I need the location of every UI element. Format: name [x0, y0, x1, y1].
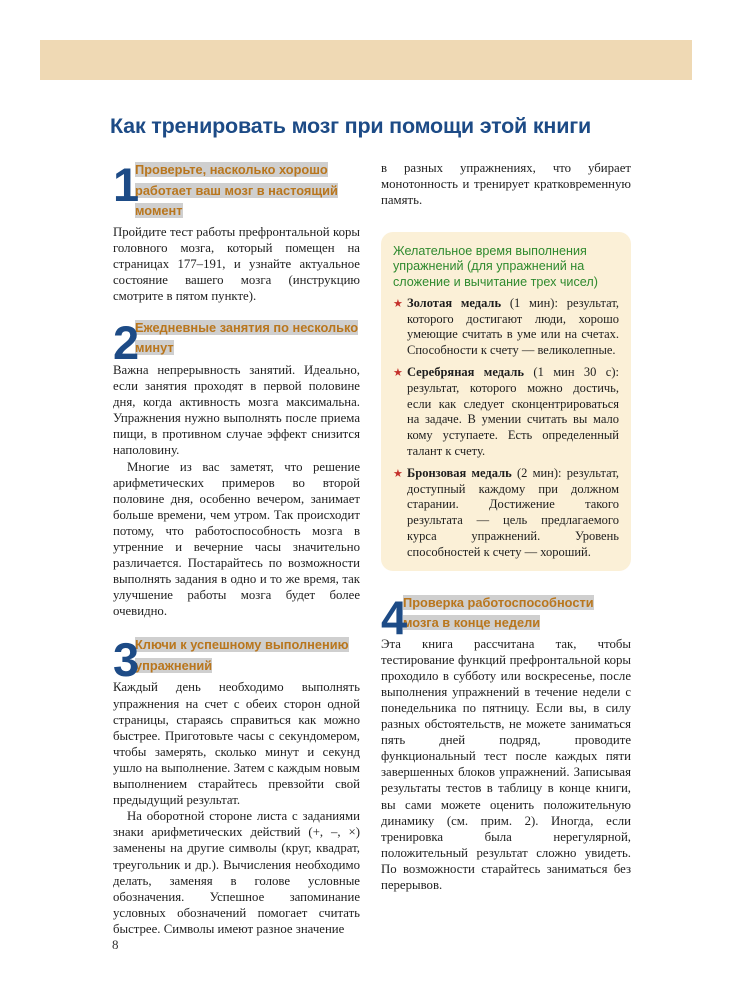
section-3-paragraph: На оборотной стороне листа с заданиями знаки арифметических действий (+, –, ×) заменены на другие символы (круг, квадрат, треугольник и др.). Вычисления необходимо делать, заменяя в голове условные обозначения. Успешное запоминание условных обозначений помогает считать быстрее. Символы имеют разное значение: [113, 809, 360, 936]
section-1-heading: [113, 160, 360, 222]
left-column: [113, 160, 360, 937]
header-band: [40, 40, 692, 80]
section-4: [381, 590, 631, 894]
page-title: Как тренировать мозг при помощи этой книги: [110, 114, 591, 138]
medal-gold-text: результат, которого достигают люди, хорошо умеющие считать в уме или на счетах. Способности к счету — великолепные.: [407, 295, 619, 358]
section-4-number: 4: [381, 590, 408, 644]
section-1-title: Проверьте, насколько хорошо работает ваш мозг в настоящий момент: [135, 162, 338, 218]
medal-gold: [393, 296, 619, 359]
section-4-heading: [381, 590, 631, 644]
section-3: [113, 635, 360, 937]
time-box-title: Желательное время выполнения упражнений (для упражнений на сложение и вычитание трех чисел): [393, 244, 598, 289]
medal-silver-text: результат, которого можно достичь, если как следует сконцентрироваться на задаче. В умении считать вы мало кому уступаете. Есть определенный талант к счету.: [407, 380, 619, 459]
medal-bronze: [393, 466, 619, 561]
section-4-title: Проверка работоспособности мозга в конце недели: [403, 594, 594, 631]
time-box: [381, 232, 631, 570]
section-3-paragraph-continued: в разных упражнениях, что убирает монотонность и тренирует кратковременную память.: [381, 161, 631, 208]
section-2-title: Ежедневные занятия по несколько минут: [135, 319, 359, 356]
star-icon: ★: [393, 467, 403, 480]
section-3-title: Ключи к успешному выполнению упражнений: [135, 637, 349, 673]
page-number: 8: [112, 937, 119, 952]
section-2: [113, 315, 360, 620]
section-1-paragraph: Пройдите тест работы префронтальной коры головного мозга, который помещен на страницах 177–191, и узнайте актуальное состояние вашего мозга (инструкцию смотрите в пятом пункте).: [113, 224, 360, 303]
section-3-paragraph: Каждый день необходимо выполнять упражнения на счет с обеих сторон одной страницы, стараясь справиться как можно быстрее. Приготовьте часы с секундомером, чтобы замерять, сколько минут и секунд ушло на выполнение. Затем с каждым новым выполнением старайтесь превзойти свой предыдущий результат.: [113, 680, 360, 808]
medal-bronze-name: Бронзовая медаль: [407, 465, 512, 480]
section-2-number: 2: [113, 315, 140, 369]
medal-silver: [393, 365, 619, 460]
section-2-paragraph: Важна непрерывность занятий. Идеально, если занятия проходят в первой половине дня, когда активность мозга максимальна. Упражнения нужно выполнять после приема пищи, в противном случае эффект снизится наполовину.: [113, 362, 360, 458]
section-1-number: 1: [113, 158, 140, 211]
right-column: [381, 160, 631, 893]
medal-silver-time: (1 мин 30 с):: [524, 365, 619, 380]
section-1: [113, 160, 360, 304]
medal-gold-name: Золотая медаль: [407, 295, 502, 310]
section-3-heading: [113, 633, 360, 687]
medal-gold-time: (1 мин):: [501, 295, 567, 310]
section-4-paragraph: Эта книга рассчитана так, чтобы тестирование функций префронтальной коры проходило в субботу или воскресенье, после выполнения упражнений в течение недели с понедельника по пятницу. Если вы, в силу разных обстоятельств, не можете заниматься пять дней подряд, проводите функциональный тест после каждых пяти завершенных блоков упражнений. Записывая результаты тестов в таблицу в конце книги, вы сами можете оценить положительную динамику (см. прим. 2). Иногда, если тренировка была нерегулярной, положительный результат сложно увидеть. По возможности старайтесь заниматься без перерывов.: [381, 636, 631, 893]
star-icon: ★: [393, 297, 403, 310]
medal-silver-name: Серебряная медаль: [407, 365, 525, 380]
medal-bronze-time: (2 мин):: [511, 465, 567, 480]
medal-bronze-text: результат, доступный каждому при должном старании. Достижение такого результата — цель предлагаемого курса упражнений. Уровень способностей к счету — хороший.: [407, 465, 620, 559]
star-icon: ★: [393, 367, 403, 380]
section-3-number: 3: [113, 633, 140, 687]
section-2-heading: [113, 315, 360, 369]
section-2-paragraph: Многие из вас заметят, что решение арифметических примеров во второй половине дня, особенно вечером, занимает больше времени, чем утром. Так происходит потому, что работоспособность мозга в утренние и вечерние часы значительно различается. Постарайтесь по возможности выполнять задания в одно и то же время, так улучшение работы мозга будет более очевидно.: [113, 459, 360, 619]
